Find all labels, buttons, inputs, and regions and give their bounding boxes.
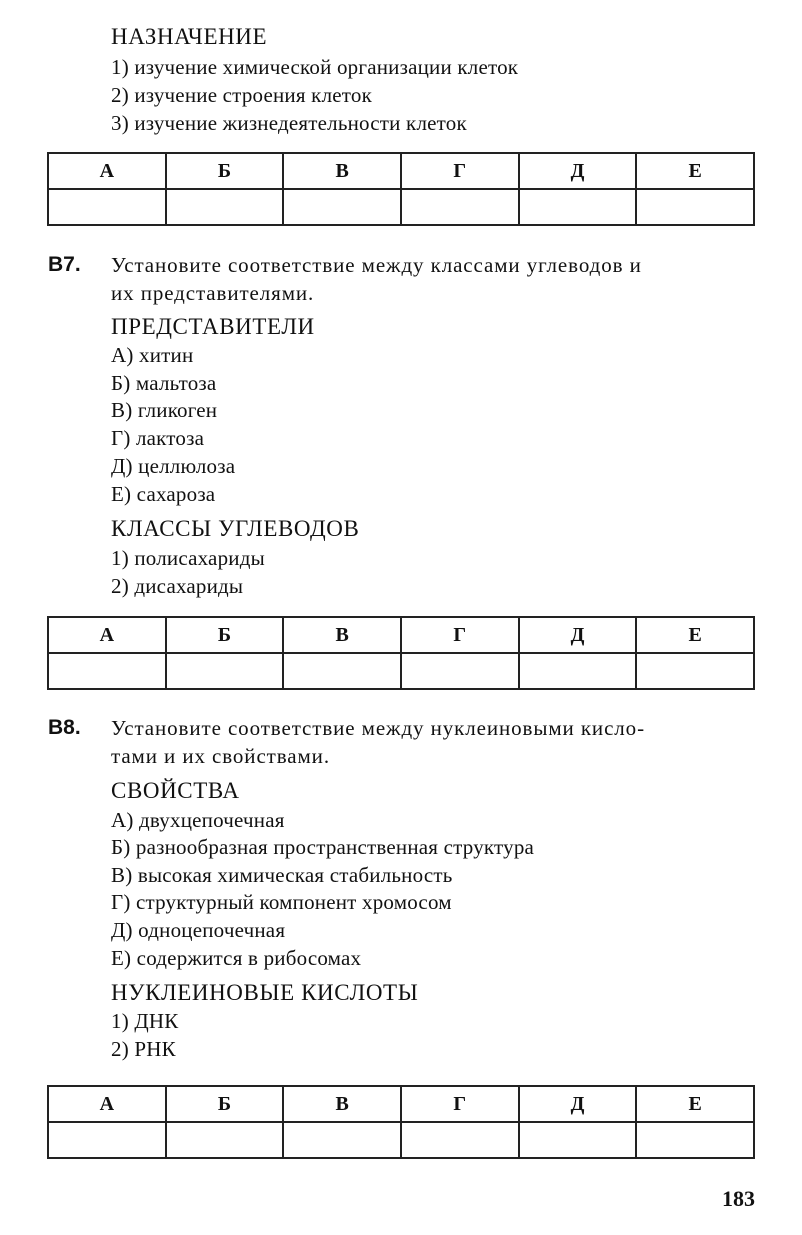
- b8-group1-item: А) двухцепочечная: [111, 808, 285, 832]
- question-number-b7: В7.: [48, 253, 81, 276]
- answer-header-cell: Е: [636, 1086, 754, 1122]
- answer-input-cell[interactable]: [519, 1122, 637, 1158]
- purpose-item: 3) изучение жизнедеятельности клеток: [111, 111, 467, 135]
- b8-group1-item: В) высокая химическая стабильность: [111, 863, 453, 887]
- answer-input-cell[interactable]: [401, 1122, 519, 1158]
- answer-table-input-row: [48, 189, 754, 225]
- b7-group1-heading: ПРЕДСТАВИТЕЛИ: [111, 314, 315, 339]
- b7-group1-item: Е) сахароза: [111, 482, 216, 506]
- b7-group1-item: Д) целлюлоза: [111, 454, 236, 478]
- answer-header-cell: А: [48, 153, 166, 189]
- answer-header-cell: Д: [519, 153, 637, 189]
- b7-group1-item: А) хитин: [111, 343, 194, 367]
- answer-input-cell[interactable]: [636, 653, 754, 689]
- answer-input-cell[interactable]: [283, 653, 401, 689]
- b7-group1-item: В) гликоген: [111, 398, 218, 422]
- answer-input-cell[interactable]: [636, 1122, 754, 1158]
- answer-input-cell[interactable]: [48, 1122, 166, 1158]
- answer-table-input-row: [48, 653, 754, 689]
- answer-table-b7: [47, 616, 755, 690]
- answer-input-cell[interactable]: [283, 189, 401, 225]
- answer-input-cell[interactable]: [519, 653, 637, 689]
- answer-input-cell[interactable]: [166, 1122, 284, 1158]
- answer-header-cell: Е: [636, 617, 754, 653]
- answer-header-cell: Г: [401, 153, 519, 189]
- answer-header-cell: В: [283, 153, 401, 189]
- b7-group2-heading: КЛАССЫ УГЛЕВОДОВ: [111, 516, 360, 541]
- answer-header-cell: Е: [636, 153, 754, 189]
- answer-header-cell: Б: [166, 617, 284, 653]
- answer-header-cell: Б: [166, 153, 284, 189]
- b8-group2-item: 1) ДНК: [111, 1009, 179, 1033]
- answer-table-header-row: [48, 617, 754, 653]
- answer-header-cell: Д: [519, 617, 637, 653]
- question-text-b8-line2: тами и их свойствами.: [111, 744, 330, 768]
- purpose-item: 2) изучение строения клеток: [111, 83, 372, 107]
- answer-input-cell[interactable]: [48, 653, 166, 689]
- b7-group2-item: 2) дисахариды: [111, 574, 244, 598]
- b8-group1-heading: СВОЙСТВА: [111, 778, 240, 803]
- answer-header-cell: В: [283, 1086, 401, 1122]
- answer-header-cell: А: [48, 617, 166, 653]
- answer-input-cell[interactable]: [166, 189, 284, 225]
- answer-header-cell: Б: [166, 1086, 284, 1122]
- b7-group2-item: 1) полисахариды: [111, 546, 265, 570]
- b8-group1-item: Д) одноцепочечная: [111, 918, 286, 942]
- answer-header-cell: Г: [401, 617, 519, 653]
- answer-header-cell: Г: [401, 1086, 519, 1122]
- answer-input-cell[interactable]: [401, 189, 519, 225]
- answer-table-header-row: [48, 1086, 754, 1122]
- b8-group2-heading: НУКЛЕИНОВЫЕ КИСЛОТЫ: [111, 980, 419, 1005]
- b8-group1-item: Е) содержится в рибосомах: [111, 946, 362, 970]
- answer-input-cell[interactable]: [401, 653, 519, 689]
- question-text-b7-line1: Установите соответствие между классами углеводов и: [111, 253, 642, 277]
- section-heading-purpose: НАЗНАЧЕНИЕ: [111, 24, 268, 49]
- answer-header-cell: Д: [519, 1086, 637, 1122]
- answer-header-cell: В: [283, 617, 401, 653]
- answer-input-cell[interactable]: [166, 653, 284, 689]
- question-number-b8: В8.: [48, 716, 81, 739]
- b8-group1-item: Б) разнообразная пространственная структура: [111, 835, 535, 859]
- answer-input-cell[interactable]: [283, 1122, 401, 1158]
- answer-input-cell[interactable]: [636, 189, 754, 225]
- answer-input-cell[interactable]: [519, 189, 637, 225]
- purpose-item: 1) изучение химической организации клеток: [111, 55, 519, 79]
- b8-group1-item: Г) структурный компонент хромосом: [111, 890, 452, 914]
- answer-header-cell: А: [48, 1086, 166, 1122]
- page-number: 183: [722, 1186, 755, 1211]
- answer-input-cell[interactable]: [48, 189, 166, 225]
- b7-group1-item: Б) мальтоза: [111, 371, 217, 395]
- answer-table-b8: [47, 1085, 755, 1159]
- question-text-b7-line2: их представителями.: [111, 281, 315, 305]
- question-text-b8-line1: Установите соответствие между нуклеиновыми кисло-: [111, 716, 645, 740]
- answer-table-1: [47, 152, 755, 226]
- b7-group1-item: Г) лактоза: [111, 426, 205, 450]
- answer-table-header-row: [48, 153, 754, 189]
- answer-table-input-row: [48, 1122, 754, 1158]
- b8-group2-item: 2) РНК: [111, 1037, 176, 1061]
